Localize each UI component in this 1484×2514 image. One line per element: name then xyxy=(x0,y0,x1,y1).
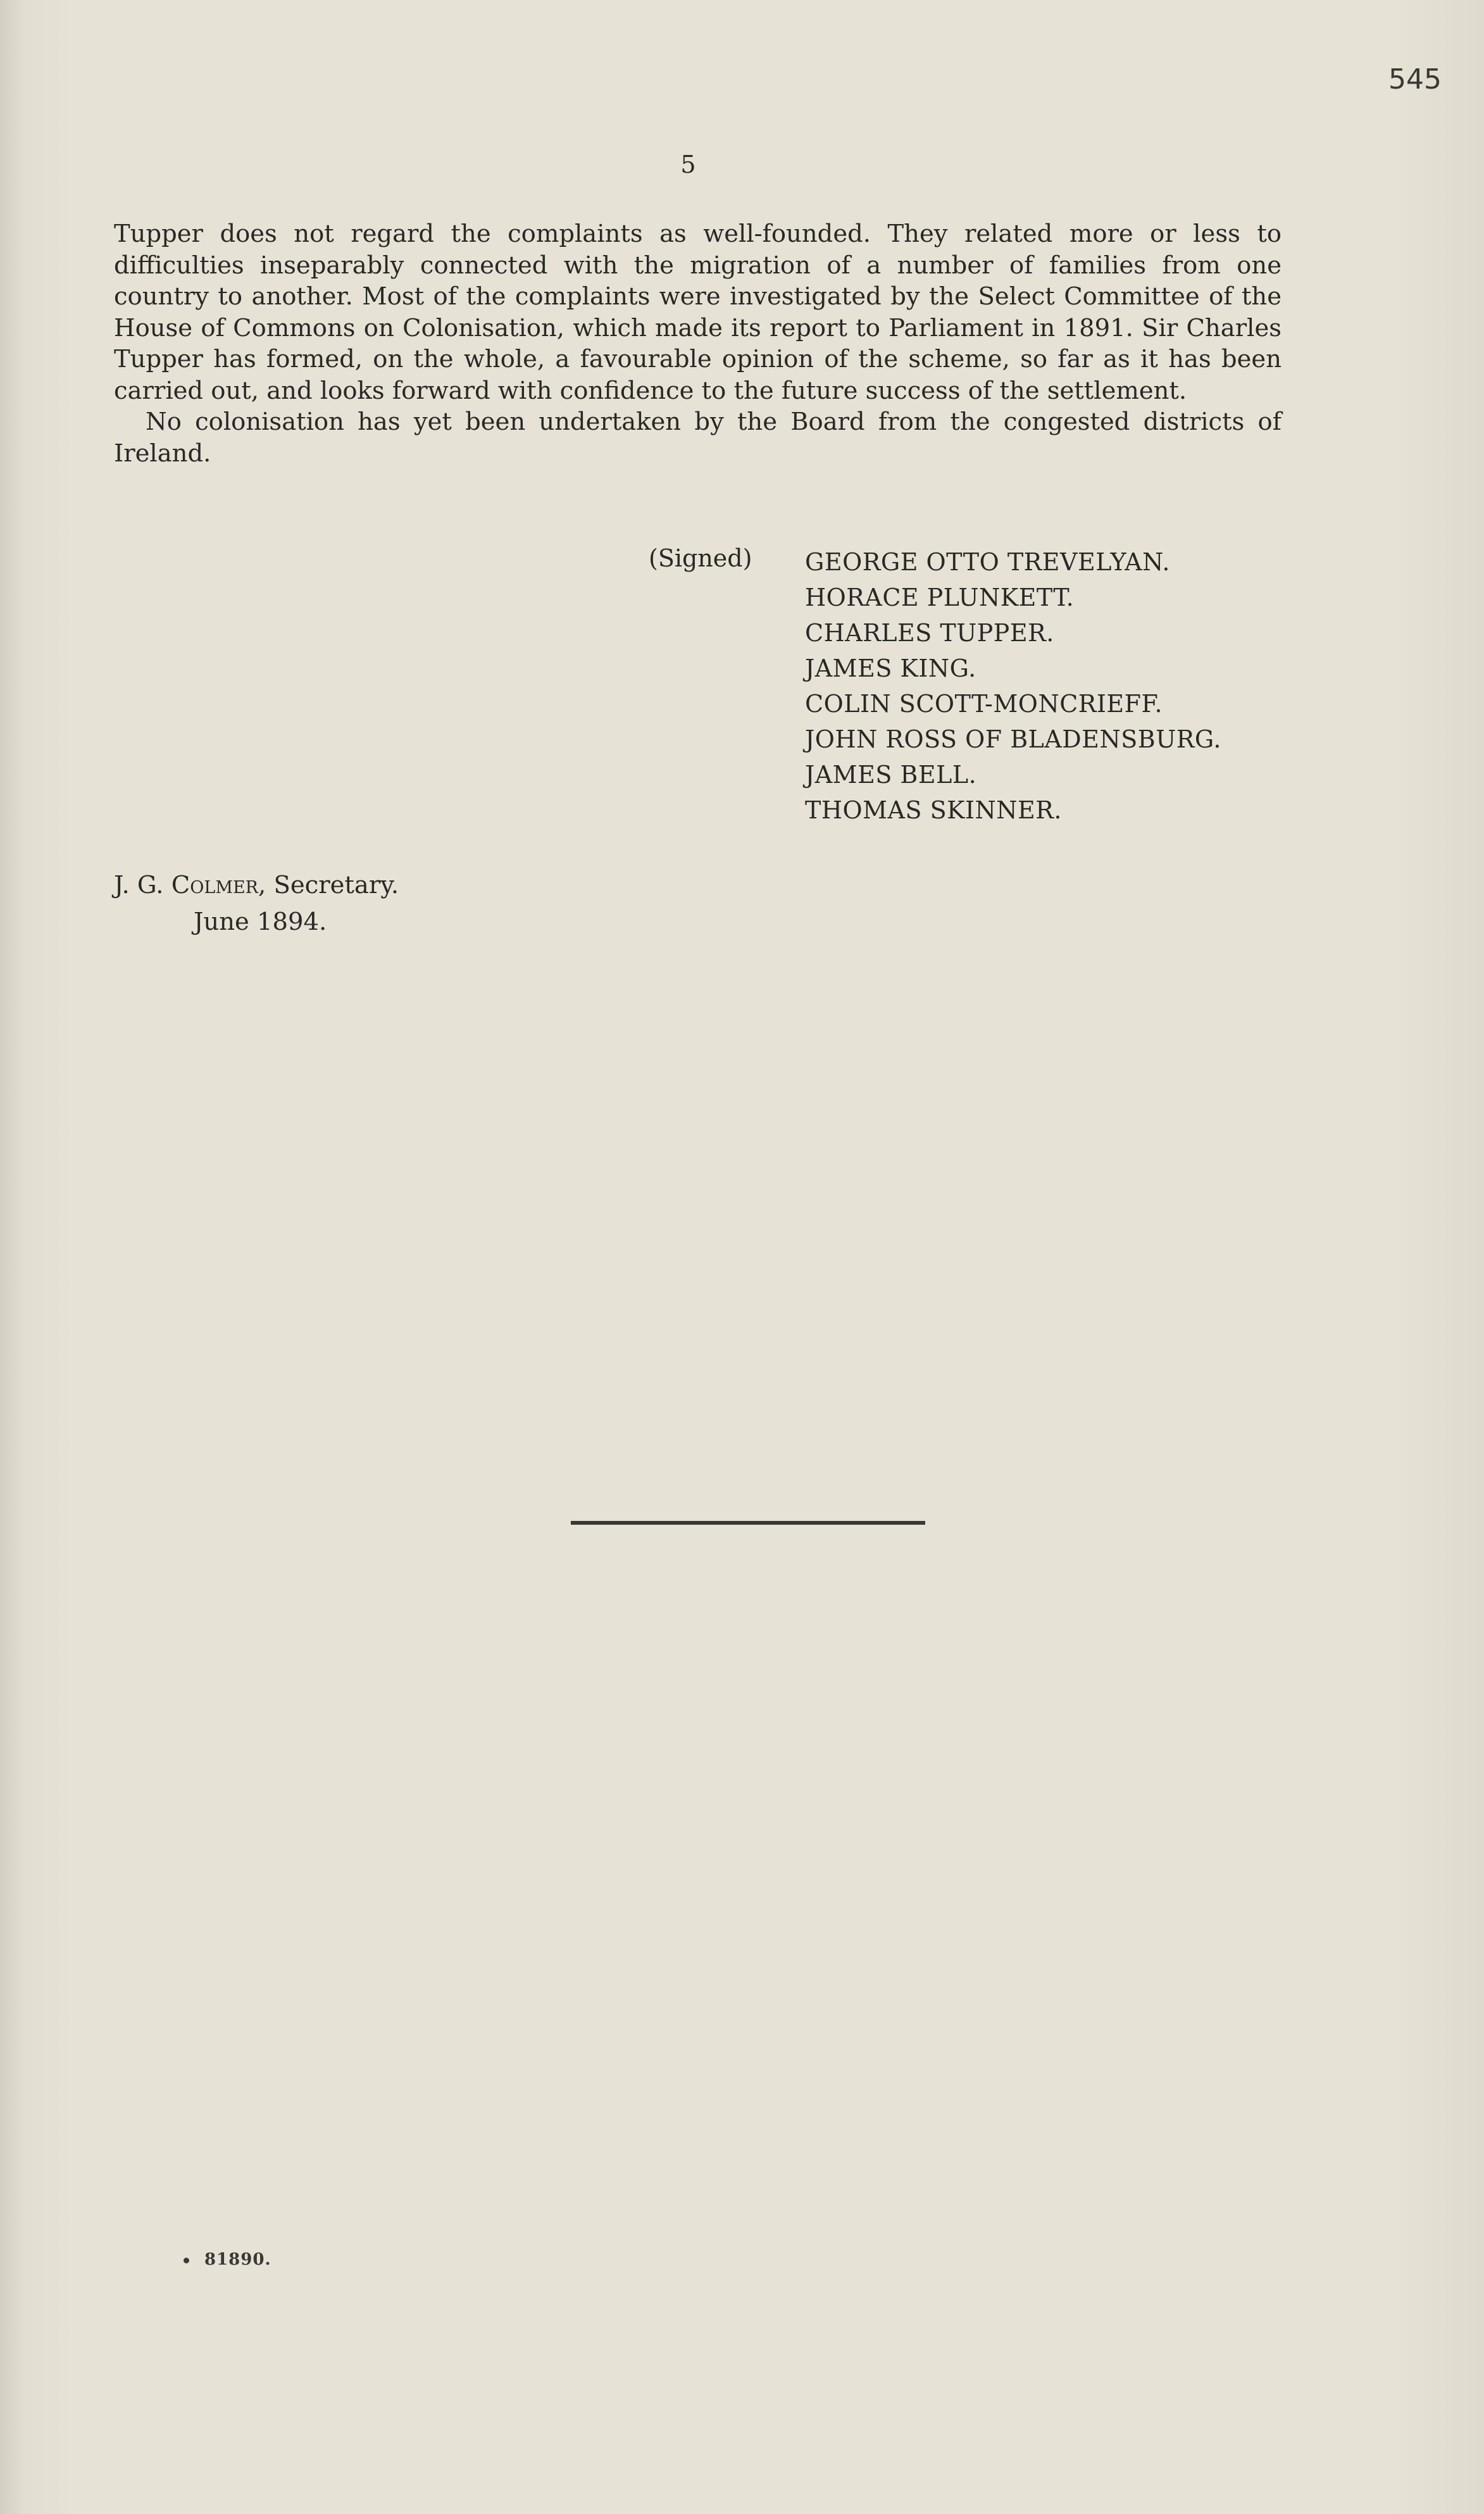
signatory-name: GEORGE OTTO TREVELYAN. xyxy=(805,548,1170,576)
signatory-name: CHARLES TUPPER. xyxy=(805,619,1054,647)
bullet-icon xyxy=(184,2258,189,2263)
secretary-block xyxy=(114,867,399,941)
horizontal-rule xyxy=(571,1521,925,1525)
signed-label: (Signed) xyxy=(649,544,752,572)
signatory-name: THOMAS SKINNER. xyxy=(805,796,1062,824)
signatory-name: JOHN ROSS OF BLADENSBURG. xyxy=(805,725,1221,753)
signatories-list xyxy=(805,544,1221,828)
footer-code-text: 81890. xyxy=(204,2250,271,2269)
signatory-name: JAMES BELL. xyxy=(805,761,977,789)
secretary-initials: J. G. xyxy=(114,871,164,899)
paragraph-1: Tupper does not regard the complaints as well-founded. They related more or less to difficulties inseparably connected with the migration of a number of families from one country to another. Most of the complaints were investigated by the Select Committee of the House of Commons on Colonisation, which made its report to Parliament in 1891. Sir Charles Tupper has formed, on the whole, a favourable opinion of the scheme, so far as it has been carried out, and looks forward with confidence to the future success of the settlement. xyxy=(114,220,1281,405)
page-number-center: 5 xyxy=(680,151,696,178)
footer-print-code xyxy=(184,2250,271,2269)
document-date: June 1894. xyxy=(194,908,327,936)
signatory-name: HORACE PLUNKETT. xyxy=(805,584,1075,611)
body-text xyxy=(114,218,1281,469)
signatory-name: COLIN SCOTT-MONCRIEFF. xyxy=(805,690,1163,718)
paragraph-2: No colonisation has yet been undertaken by the Board from the congested districts of Ireland. xyxy=(114,408,1281,468)
secretary-line xyxy=(114,867,399,904)
secretary-surname: Colmer xyxy=(171,871,259,899)
page-number-top: 545 xyxy=(1388,63,1442,96)
secretary-title: , Secretary. xyxy=(258,871,399,899)
signatory-name: JAMES KING. xyxy=(805,654,976,682)
